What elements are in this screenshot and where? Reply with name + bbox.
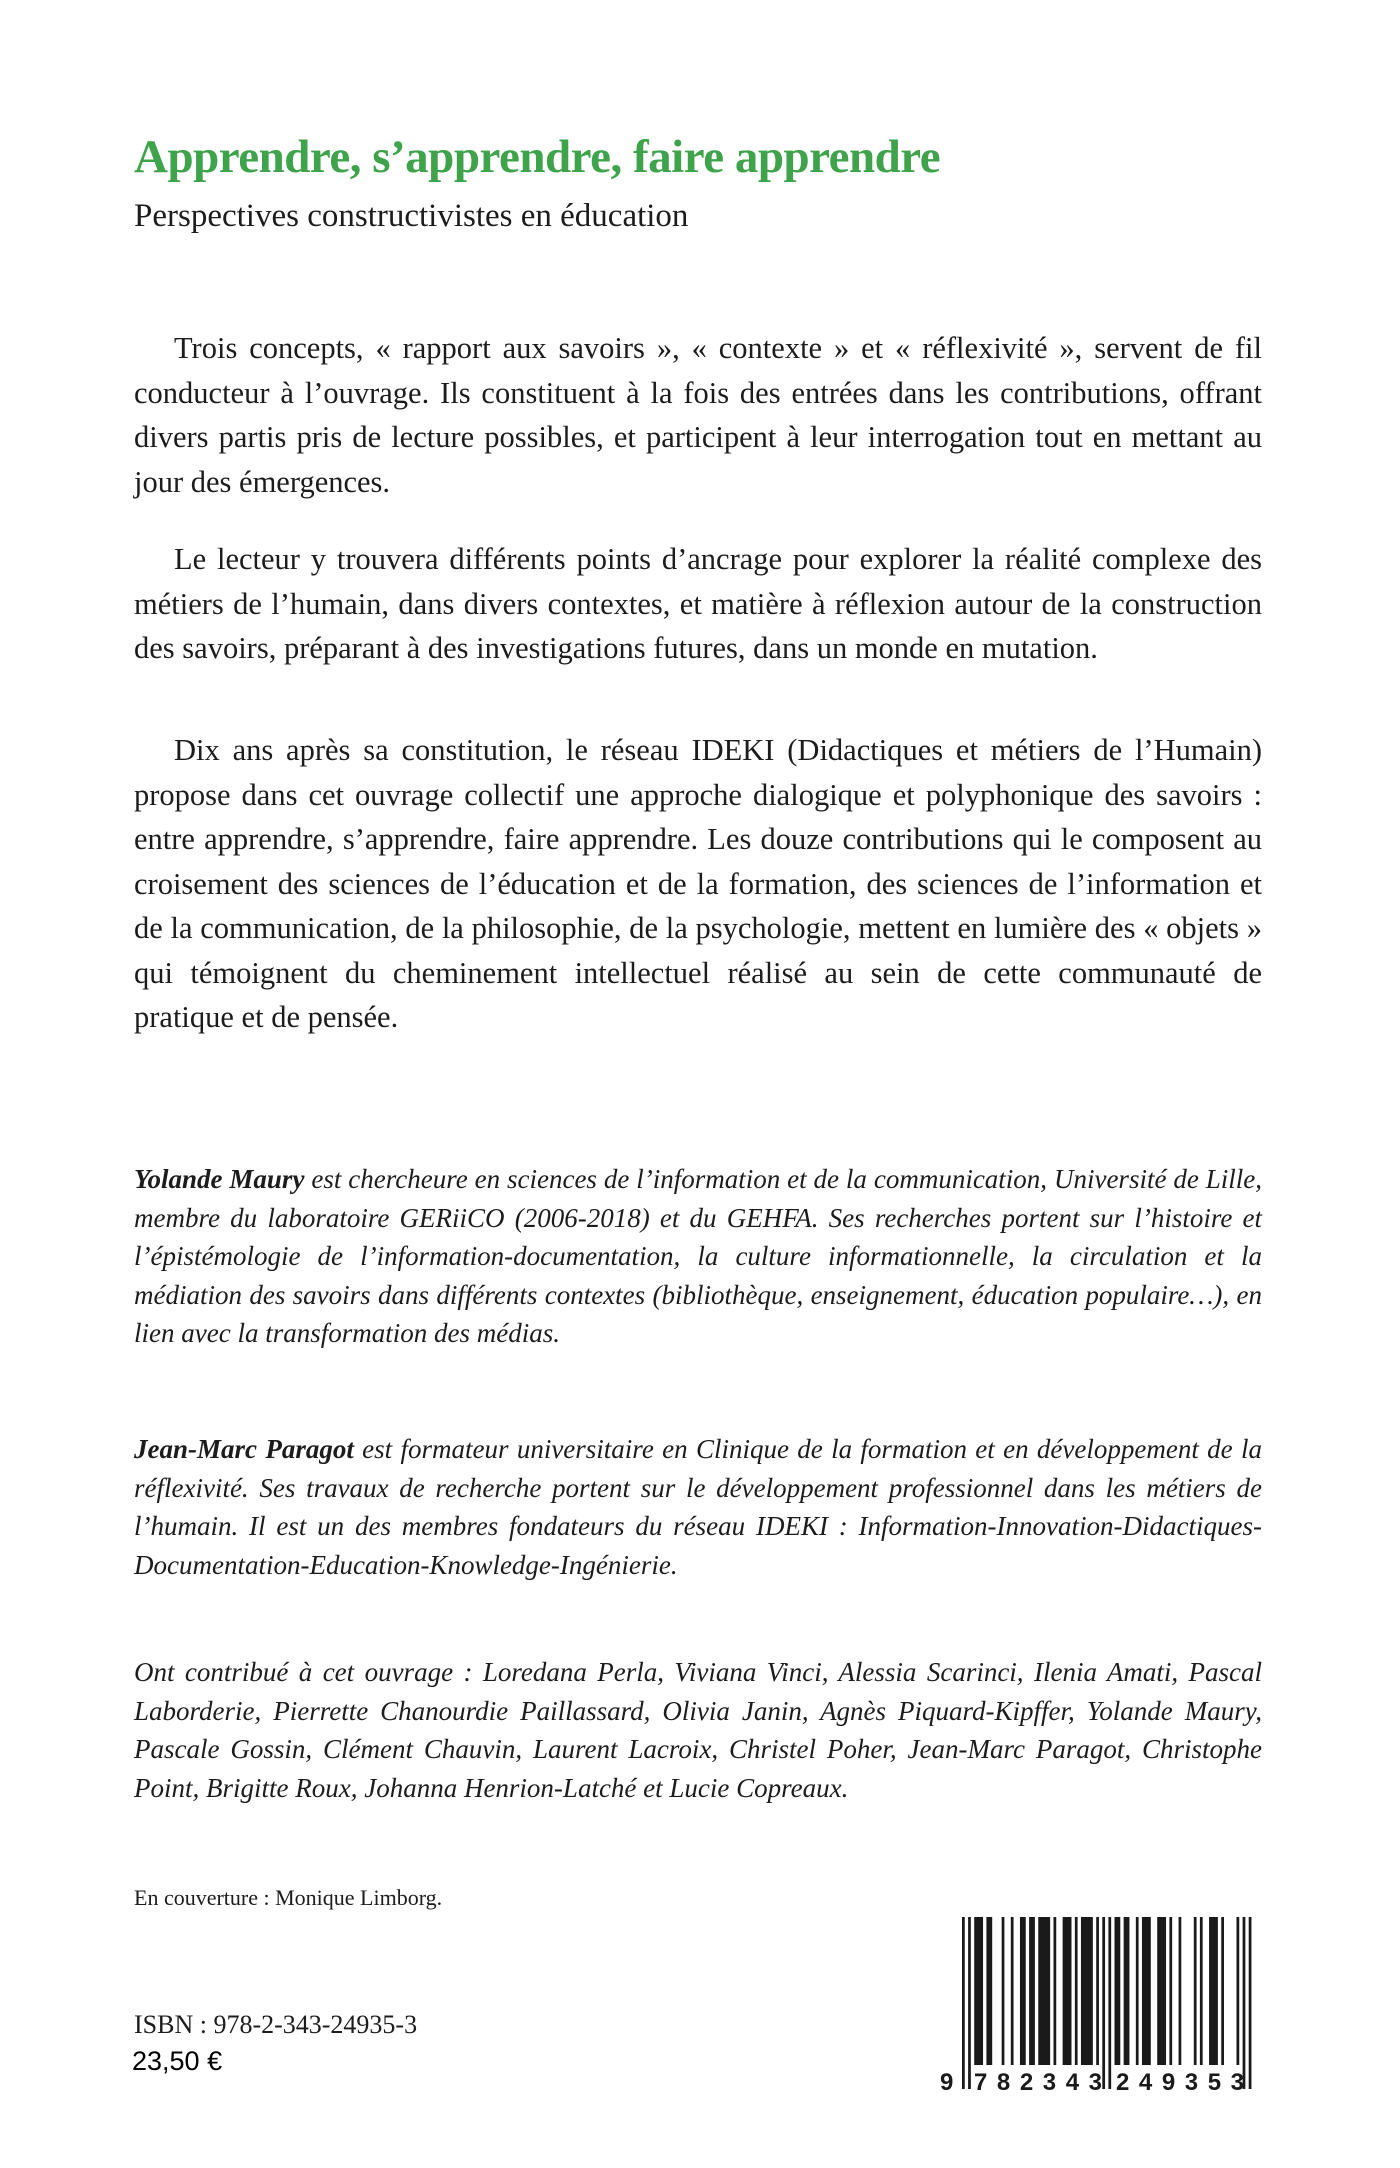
book-subtitle: Perspectives constructivistes en éducation — [134, 198, 689, 234]
author-bio-text: est chercheure en sciences de l’information et de la communication, Université de Lille, membre du laboratoire GERiiCO (2006-2018) et du GEHFA. Ses recherches portent sur l’histoire et l’épistémologie de l’information-documentation, la culture informationnelle, la circulation et la médiation des savoirs dans différents contextes (bibliothèque, enseignement, éducation populaire…), en lien avec la transformation des médias. — [134, 1164, 1262, 1348]
author-name: Jean-Marc Paragot — [134, 1434, 354, 1464]
contributors-list: Ont contribué à cet ouvrage : Loredana Perla, Viviana Vinci, Alessia Scarinci, Ilenia Amati, Pascal Laborderie, Pierrette Chanourdie Paillassard, Olivia Janin, Agnès Piquard-Kipffer, Yolande Maury, Pascale Gossin, Clément Chauvin, Laurent Lacroix, Christel Poher, Jean-Marc Paragot, Christophe Point, Brigitte Roux, Johanna Henrion-Latché et Lucie Copreaux. — [134, 1657, 1262, 1803]
barcode-left-digits: 782343 — [974, 2069, 1102, 2096]
isbn-label: ISBN : 978-2-343-24935-3 — [134, 2010, 418, 2039]
summary-paragraph-2: Le lecteur y trouvera différents points d’ancrage pour explorer la réalité complexe des métiers de l’humain, dans divers contextes, et matière à réflexion autour de la construction des savoirs, préparant à des investigations futures, dans un monde en mutation. — [134, 542, 1262, 665]
barcode-right-digits: 249353 — [1116, 2069, 1244, 2096]
summary-paragraph-1: Trois concepts, « rapport aux savoirs », « contexte » et « réflexivité », servent de fil conducteur à l’ouvrage. Ils constituent à la fois des entrées dans les contributions, offrant divers partis pris de lecture possibles, et participent à leur interrogation tout en mettant au jour des émergences. — [134, 331, 1262, 499]
book-title: Apprendre, s’apprendre, faire apprendre — [134, 131, 941, 183]
author-bio-text: est formateur universitaire en Clinique de la formation et en développement de la réflexivité. Ses travaux de recherche portent sur le développement professionnel dans les métiers de l’humain. Il est un des membres fondateurs du réseau IDEKI : Information-Innovation-Didactiques-Documentation-Education-Knowledge-Ingénierie. — [134, 1434, 1262, 1580]
price-label: 23,50 € — [132, 2046, 223, 2076]
barcode-first-digit: 9 — [940, 2069, 954, 2096]
cover-credit: En couverture : Monique Limborg. — [134, 1885, 443, 1910]
author-name: Yolande Maury — [134, 1164, 305, 1194]
summary-paragraph-3: Dix ans après sa constitution, le réseau IDEKI (Didactiques et métiers de l’Humain) propose dans cet ouvrage collectif une approche dialogique et polyphonique des savoirs : entre apprendre, s’apprendre, faire apprendre. Les douze contributions qui le composent au croisement des sciences de l’éducation et de la formation, des sciences de l’information et de la communication, de la philosophie, de la psychologie, mettent en lumière des « objets » qui témoignent du cheminement intellectuel réalisé au sein de cette communauté de pratique et de pensée. — [134, 733, 1262, 1034]
barcode-graphic — [930, 1910, 1260, 2100]
ean-barcode — [930, 1910, 1260, 2100]
author-bio-1 — [134, 1160, 1262, 1353]
author-bio-2 — [134, 1430, 1262, 1584]
